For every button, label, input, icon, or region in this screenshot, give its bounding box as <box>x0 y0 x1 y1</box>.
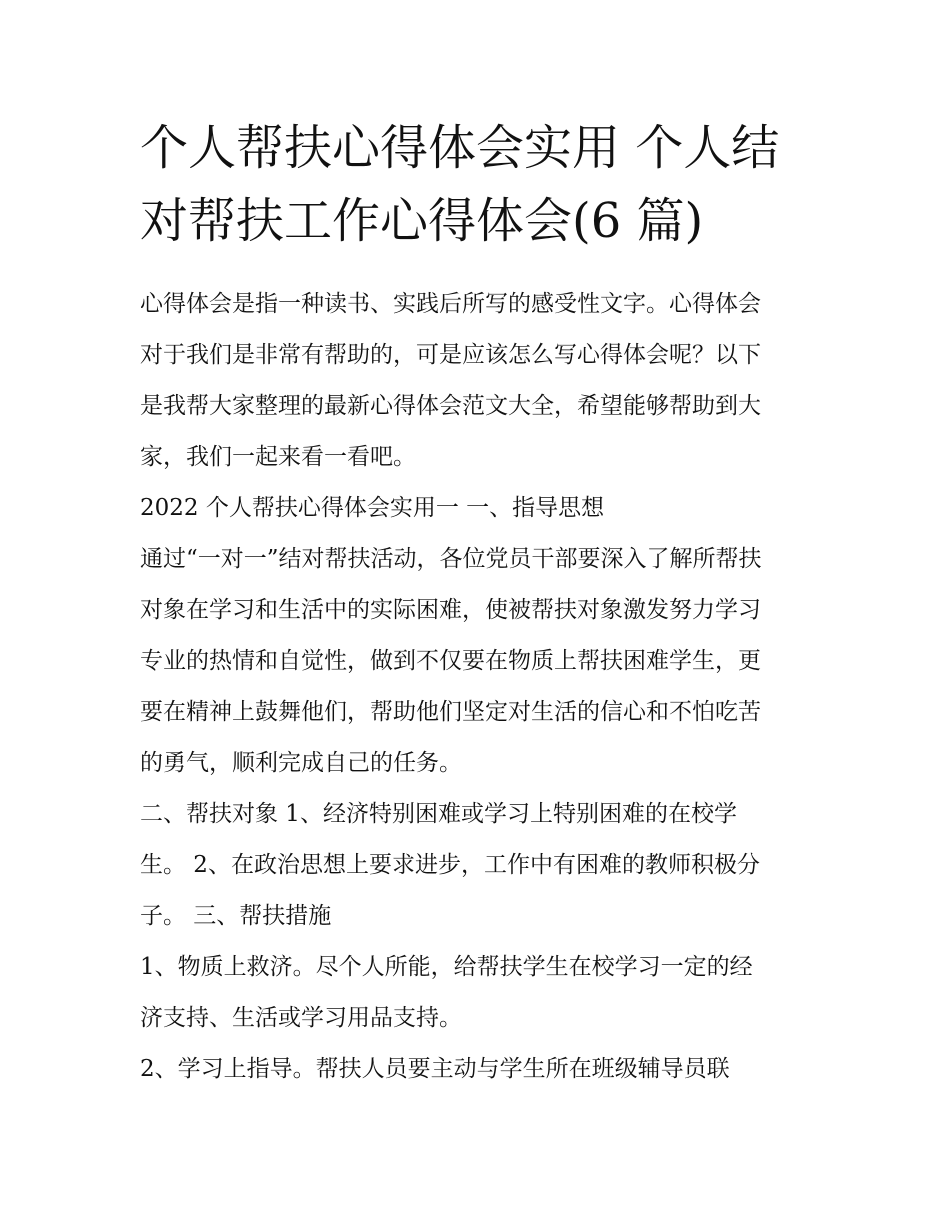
text-line: 专业的热情和自觉性，做到不仅要在物质上帮扶困难学生，更 <box>140 648 761 674</box>
paragraph-intro <box>140 279 812 483</box>
document-body <box>140 279 812 1095</box>
document-page <box>140 112 812 1095</box>
paragraph-targets <box>140 789 812 942</box>
text-line: 家，我们一起来看一看吧。 <box>140 444 416 470</box>
text-line: 生。 2、在政治思想上要求进步，工作中有困难的教师积极分 <box>140 852 760 878</box>
paragraph-section-heading <box>140 483 812 534</box>
paragraph-measure-2 <box>140 1044 812 1095</box>
text-line: 济支持、生活或学习用品支持。 <box>140 1005 462 1031</box>
text-line: 对于我们是非常有帮助的，可是应该怎么写心得体会呢？以下 <box>140 342 761 368</box>
paragraph-measure-1 <box>140 942 812 1044</box>
text-line: 是我帮大家整理的最新心得体会范文大全，希望能够帮助到大 <box>140 393 761 419</box>
text-line: 2、学习上指导。帮扶人员要主动与学生所在班级辅导员联 <box>140 1056 730 1082</box>
text-line: 1、物质上救济。尽个人所能，给帮扶学生在校学习一定的经 <box>140 954 753 980</box>
text-line: 二、帮扶对象 1、经济特别困难或学习上特别困难的在校学 <box>140 801 737 827</box>
text-line: 子。 三、帮扶措施 <box>140 903 332 929</box>
title-line: 个人帮扶心得体会实用 个人结 <box>140 120 780 176</box>
title-line: 对帮扶工作心得体会(6 篇) <box>140 193 704 249</box>
document-title <box>140 112 812 258</box>
paragraph-guiding-thought <box>140 534 812 789</box>
text-line: 对象在学习和生活中的实际困难，使被帮扶对象激发努力学习 <box>140 597 761 623</box>
text-line: 的勇气，顺利完成自己的任务。 <box>140 750 462 776</box>
text-line: 要在精神上鼓舞他们，帮助他们坚定对生活的信心和不怕吃苦 <box>140 699 761 725</box>
text-line: 心得体会是指一种读书、实践后所写的感受性文字。心得体会 <box>140 291 761 317</box>
text-line: 2022 个人帮扶心得体会实用一 一、指导思想 <box>140 495 605 521</box>
text-line: 通过“一对一”结对帮扶活动，各位党员干部要深入了解所帮扶 <box>140 546 762 572</box>
